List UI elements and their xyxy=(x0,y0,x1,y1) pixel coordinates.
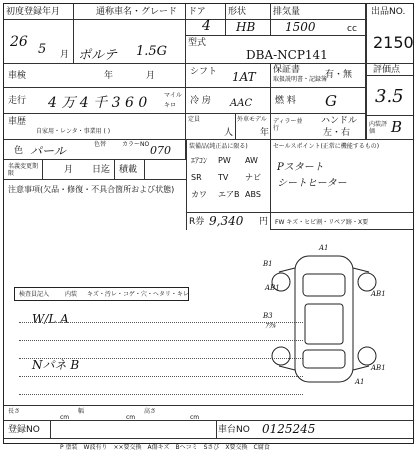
lot-box xyxy=(366,4,413,64)
change-month-unit: 月 xyxy=(64,165,74,175)
damage-mark: B3 xyxy=(263,312,273,320)
model-cell xyxy=(186,36,366,64)
reg-month-unit: 月 xyxy=(60,50,70,60)
color-value: パール xyxy=(30,144,66,158)
dealer-handle-cell xyxy=(271,114,366,140)
sales-point-title: セールスポイント(正常に機能するもの) xyxy=(273,143,380,150)
color-cell xyxy=(4,140,186,160)
inspector-categories: キズ・汚レ・コゲ・穴・ヘタリ・キレ xyxy=(87,291,189,298)
loading-label: 積載 xyxy=(119,165,138,175)
score-label: 評価点 xyxy=(373,65,401,75)
first-reg-label: 初度登録年月 xyxy=(6,7,61,17)
model-label: 型式 xyxy=(188,38,207,48)
height-label: 高さ xyxy=(144,408,157,415)
shaken-year-unit: 年 xyxy=(104,71,114,81)
capacity-unit: 人 xyxy=(224,128,234,138)
displacement-label: 排気量 xyxy=(273,7,301,17)
score-value: 3.5 xyxy=(375,86,404,107)
divider xyxy=(144,160,145,180)
size-row xyxy=(4,405,413,421)
equipment-item: ｴｱｺﾝ xyxy=(191,156,207,165)
category-sub: 自家用・レンタ・事業用 ( ) xyxy=(36,128,111,135)
cargo-unit: 年 xyxy=(260,128,270,138)
chassis-value: 0125245 xyxy=(262,422,316,436)
reg-row xyxy=(4,421,413,439)
aircon-value: AAC xyxy=(230,98,253,109)
car-name-header xyxy=(74,4,186,20)
interior-value: B xyxy=(391,118,403,136)
fuel-cell xyxy=(271,88,366,114)
color-label: 色 xyxy=(14,146,24,156)
length-unit: cm xyxy=(60,414,70,421)
warranty-sub: 取扱説明書・記録簿 xyxy=(273,76,328,83)
shape-header xyxy=(226,4,271,20)
grade: 1.5G xyxy=(136,44,168,59)
width-label: 幅 xyxy=(78,408,85,415)
equipment-title: 装備品(純正品に限る) xyxy=(189,143,248,150)
recycle-cell xyxy=(186,212,271,230)
fuel-value: G xyxy=(325,92,337,110)
car-name: ポルテ xyxy=(78,48,118,63)
displacement-value-cell xyxy=(271,20,366,36)
reg-year: 26 xyxy=(10,34,28,50)
equipment-item: ナビ xyxy=(245,173,261,182)
shift-value: 1AT xyxy=(232,70,256,84)
mileage-unit-mile: マイル xyxy=(164,92,182,99)
width-unit: cm xyxy=(126,414,136,421)
sales-point-item: Pスタート xyxy=(277,162,324,173)
lot-label: 出品NO. xyxy=(371,7,406,17)
divider xyxy=(216,421,217,439)
inspector-header xyxy=(14,287,189,301)
name-change-label: 名義変更期限 xyxy=(8,163,39,177)
equipment-block xyxy=(186,140,271,212)
damage-mark: B1 xyxy=(263,260,273,268)
recycle-value: 9,340 xyxy=(209,214,244,228)
damage-mark: AB1 xyxy=(371,364,386,372)
warranty-options: 有・無 xyxy=(325,70,353,80)
car-diagram xyxy=(259,244,389,394)
dealer-label: ディラー並行 xyxy=(273,118,303,132)
category-label: 車歴 xyxy=(8,117,27,127)
equipment-item: SR xyxy=(191,173,202,182)
equipment-item: ABS xyxy=(245,190,261,199)
reg-month: 5 xyxy=(38,42,47,57)
legend-text: FW キズ・ヒビ割・リペア跡・X要 xyxy=(275,219,369,226)
color-sub: 色替 xyxy=(94,141,107,148)
car-name-value xyxy=(74,20,186,64)
height-unit: cm xyxy=(190,414,200,421)
equipment-item: カワ xyxy=(191,190,207,199)
score-label-cell xyxy=(366,64,413,76)
damage-mark: AB1 xyxy=(265,284,280,292)
handle-options: 左・右 xyxy=(323,128,351,138)
warranty-label: 保証書 xyxy=(273,65,301,75)
first-reg-value xyxy=(4,20,74,64)
cargo-label: 外車モデル xyxy=(237,116,267,123)
shape-value: HB xyxy=(236,20,256,34)
door-value-cell xyxy=(186,20,226,36)
car-name-label: 通称車名・グレード xyxy=(96,7,178,17)
interior-label: 内装評価 xyxy=(369,121,388,135)
displacement-header xyxy=(271,4,366,20)
recycle-label: R券 xyxy=(189,217,205,227)
damage-mark: A1 xyxy=(355,378,365,386)
inspector-label: 検査員記入 xyxy=(19,291,50,298)
car-outline xyxy=(272,256,376,382)
recycle-unit: 円 xyxy=(259,217,269,227)
mileage-label: 走行 xyxy=(8,96,27,106)
sales-point-item: シートヒーター xyxy=(277,178,347,189)
equipment-item: AW xyxy=(245,156,258,165)
damage-mark: AB1 xyxy=(371,290,386,298)
inspection-sheet xyxy=(3,3,414,444)
aircon-label: 冷 房 xyxy=(190,96,211,106)
color-code-value: 070 xyxy=(150,144,171,157)
cc-unit: cc xyxy=(347,24,357,34)
damage-mark: A1 xyxy=(319,244,329,252)
inspector-sublabel: 内装 xyxy=(65,291,78,298)
shaken-cell xyxy=(4,64,186,88)
displacement-value: 1500 xyxy=(285,20,316,34)
mileage-value: 4 万 4 千 3 6 0 xyxy=(48,95,148,111)
handle-label: ハンドル xyxy=(321,116,358,126)
shift-cell xyxy=(186,64,271,88)
change-day-unit: 日迄 xyxy=(92,165,111,175)
capacity-label: 定員 xyxy=(188,116,201,123)
lot-value: 2150 xyxy=(373,33,414,52)
category-cell xyxy=(4,114,186,140)
door-value: 4 xyxy=(202,18,211,34)
footer-legend: P 塗装 W波有り ××要交換 A傷キズ Bヘコミ Sさび X要交換 C腐食 xyxy=(60,444,270,451)
score-value-cell xyxy=(366,76,413,116)
sales-point-block xyxy=(271,140,413,212)
mileage-unit-km: キロ xyxy=(164,102,177,109)
first-reg-header xyxy=(4,4,74,20)
color-code-label: カラーNO xyxy=(122,141,150,148)
warranty-cell xyxy=(271,64,366,88)
model-value: DBA-NCP141 xyxy=(246,48,328,62)
damage-mark: ｱｸﾙ xyxy=(265,322,276,330)
inspector-note: Nパネ B xyxy=(32,358,80,372)
equipment-item: TV xyxy=(218,173,229,182)
divider xyxy=(42,160,43,180)
door-label: ドア xyxy=(188,7,206,17)
aircon-cell xyxy=(186,88,271,114)
name-change-cell xyxy=(4,160,186,180)
equipment-item: PW xyxy=(218,156,231,165)
mileage-cell xyxy=(4,88,186,114)
capacity-cell xyxy=(186,114,236,140)
length-label: 長さ xyxy=(8,408,21,415)
notice-label: 注意事項(欠品・修復・不具合箇所および状態) xyxy=(8,185,175,194)
shift-label: シフト xyxy=(190,67,218,77)
fuel-label: 燃 料 xyxy=(275,96,296,106)
shape-label: 形状 xyxy=(228,7,247,17)
equipment-item: エアB xyxy=(218,190,240,199)
inspector-note: W/L A xyxy=(32,312,69,326)
shape-value-cell xyxy=(226,20,271,36)
chassis-label: 車台NO xyxy=(218,425,250,435)
cargo-cell xyxy=(236,114,271,140)
reg-no-label: 登録NO xyxy=(8,425,40,435)
shaken-label: 車検 xyxy=(8,71,27,81)
interior-cell xyxy=(366,116,413,140)
divider xyxy=(114,160,115,180)
divider xyxy=(50,421,51,439)
shaken-month-unit: 月 xyxy=(146,71,156,81)
legend-cell xyxy=(271,212,413,230)
